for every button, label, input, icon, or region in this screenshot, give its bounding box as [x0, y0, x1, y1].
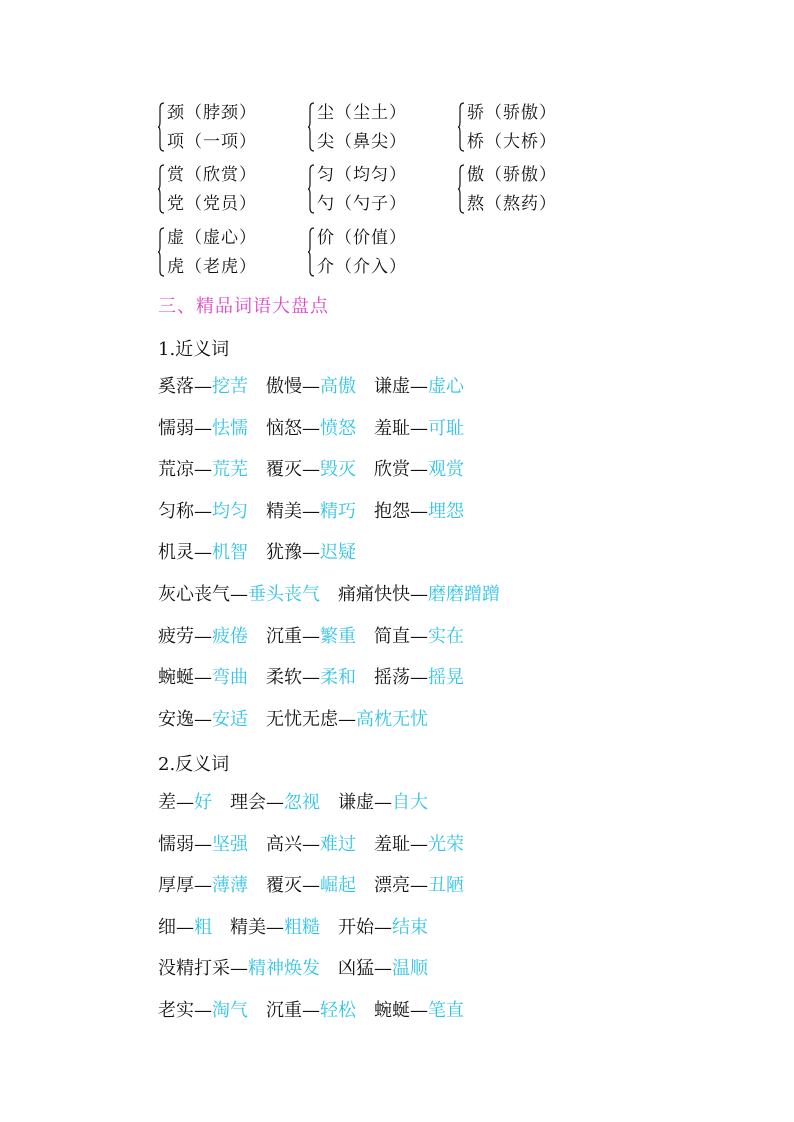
- word: 沉重: [266, 1000, 302, 1021]
- word-row: [158, 708, 446, 732]
- answer-word: 轻松: [320, 1000, 356, 1021]
- word: 羞耻: [374, 417, 410, 439]
- word: 荒凉: [158, 459, 194, 481]
- dash: —: [302, 459, 320, 481]
- word-pair: [266, 625, 356, 649]
- dash: —: [194, 417, 212, 439]
- brace-icon: [158, 102, 164, 152]
- bracket-word: 颈（脖颈）: [167, 103, 257, 123]
- answer-word: 粗: [194, 916, 212, 938]
- word: 痛痛快快: [338, 584, 410, 605]
- word-pair: [338, 791, 428, 815]
- dash: —: [230, 584, 248, 605]
- brace-icon: [458, 102, 464, 152]
- word-pair: [374, 999, 464, 1023]
- answer-word: 高傲: [320, 376, 356, 397]
- bracket-word: 勺（勺子）: [317, 194, 407, 214]
- word: 摇荡: [374, 667, 410, 689]
- answer-word: 高枕无忧: [356, 708, 428, 730]
- word: 抱怨: [374, 500, 410, 522]
- word: 羞耻: [374, 833, 410, 855]
- bracket-row: [158, 162, 608, 218]
- word-pair: [266, 874, 356, 898]
- answer-word: 磨磨蹭蹭: [428, 584, 500, 605]
- word: 理会: [230, 792, 266, 813]
- bracket-word: 尘（尘土）: [317, 103, 407, 123]
- bracket-group: [158, 225, 308, 281]
- word-pair: [158, 791, 212, 815]
- word-pair: [158, 708, 248, 732]
- bracket-word: 介（介入）: [317, 257, 407, 277]
- answer-word: 挖苦: [212, 376, 248, 397]
- word-pair: [158, 666, 248, 690]
- word-pair: [158, 541, 248, 565]
- dash: —: [302, 542, 320, 564]
- word: 凶猛: [338, 958, 374, 980]
- bracket-word: 傲（骄傲）: [467, 165, 557, 185]
- word: 疲劳: [158, 625, 194, 647]
- dash: —: [410, 584, 428, 605]
- answer-word: 光荣: [428, 833, 464, 855]
- word-pair: [374, 375, 464, 399]
- word-pair: [158, 833, 248, 857]
- word-row: [158, 666, 482, 690]
- brace-icon: [158, 227, 164, 277]
- answer-word: 可耻: [428, 417, 464, 439]
- dash: —: [302, 500, 320, 522]
- dash: —: [410, 875, 428, 897]
- bracket-word: 熬（熬药）: [467, 194, 557, 214]
- word-row: [158, 417, 482, 441]
- dash: —: [302, 625, 320, 647]
- word: 差: [158, 792, 176, 813]
- answer-word: 忽视: [284, 792, 320, 813]
- word: 柔软: [266, 667, 302, 689]
- word-row: [158, 458, 482, 482]
- bracket-word: 骄（骄傲）: [467, 103, 557, 123]
- word-pair: [158, 458, 248, 482]
- answer-word: 摇晃: [428, 667, 464, 689]
- bracket-row: [158, 100, 608, 156]
- answer-word: 埋怨: [428, 500, 464, 522]
- word: 欣赏: [374, 459, 410, 481]
- word-pair: [266, 708, 428, 732]
- dash: —: [374, 958, 392, 980]
- answer-word: 崛起: [320, 875, 356, 897]
- word: 恼怒: [266, 417, 302, 439]
- word-pair: [158, 916, 212, 940]
- answer-word: 迟疑: [320, 542, 356, 564]
- dash: —: [410, 667, 428, 689]
- word-row: [158, 583, 518, 607]
- word-row: [158, 500, 482, 524]
- bracket-word: 项（一项）: [167, 132, 257, 152]
- answer-word: 结束: [392, 916, 428, 938]
- answer-word: 柔和: [320, 667, 356, 689]
- dash: —: [194, 376, 212, 397]
- word-pair: [338, 583, 500, 607]
- word-pair: [374, 874, 464, 898]
- dash: —: [302, 1000, 320, 1021]
- answer-word: 弯曲: [212, 667, 248, 689]
- word-pair: [266, 458, 356, 482]
- word-pair: [374, 417, 464, 441]
- word: 无忧无虑: [266, 708, 338, 730]
- word-pair: [374, 625, 464, 649]
- word-pair: [158, 957, 320, 981]
- dash: —: [410, 417, 428, 439]
- word-pair: [158, 874, 248, 898]
- dash: —: [194, 625, 212, 647]
- dash: —: [194, 875, 212, 897]
- bracket-word: 桥（大桥）: [467, 132, 557, 152]
- dash: —: [410, 833, 428, 855]
- answer-word: 垂头丧气: [248, 584, 320, 605]
- word-pair: [158, 375, 248, 399]
- word-pair: [158, 417, 248, 441]
- dash: —: [410, 625, 428, 647]
- word-row: [158, 375, 482, 399]
- answer-word: 笔直: [428, 1000, 464, 1021]
- answer-word: 精神焕发: [248, 958, 320, 980]
- word: 懦弱: [158, 417, 194, 439]
- word-pair: [158, 625, 248, 649]
- word-pair: [374, 666, 464, 690]
- dash: —: [194, 667, 212, 689]
- word-pair: [266, 999, 356, 1023]
- answer-word: 荒芜: [212, 459, 248, 481]
- word-pair: [338, 916, 428, 940]
- word: 懦弱: [158, 833, 194, 855]
- dash: —: [410, 1000, 428, 1021]
- word-pair: [266, 500, 356, 524]
- word: 灰心丧气: [158, 584, 230, 605]
- answer-word: 温顺: [392, 958, 428, 980]
- dash: —: [266, 792, 284, 813]
- bracket-word: 赏（欣赏）: [167, 165, 257, 185]
- word-pair: [266, 375, 356, 399]
- word: 开始: [338, 916, 374, 938]
- dash: —: [302, 667, 320, 689]
- word: 傲慢: [266, 376, 302, 397]
- word: 覆灭: [266, 459, 302, 481]
- section-title: 三、精品词语大盘点: [158, 296, 329, 317]
- answer-word: 毁灭: [320, 459, 356, 481]
- answer-word: 坚强: [212, 833, 248, 855]
- brace-icon: [458, 164, 464, 214]
- answer-word: 观赏: [428, 459, 464, 481]
- word-pair: [158, 999, 248, 1023]
- word: 没精打采: [158, 958, 230, 980]
- word-pair: [230, 791, 320, 815]
- answer-word: 粗糙: [284, 916, 320, 938]
- answer-word: 机智: [212, 542, 248, 564]
- answer-word: 虚心: [428, 376, 464, 397]
- word-pair: [266, 417, 356, 441]
- word-pair: [266, 833, 356, 857]
- dash: —: [194, 542, 212, 564]
- bracket-group: [308, 100, 458, 156]
- answer-word: 自大: [392, 792, 428, 813]
- brace-icon: [308, 227, 314, 277]
- dash: —: [194, 833, 212, 855]
- word-row: [158, 625, 482, 649]
- word: 犹豫: [266, 542, 302, 564]
- word-row: [158, 999, 482, 1023]
- word: 蜿蜒: [158, 667, 194, 689]
- word: 简直: [374, 625, 410, 647]
- word: 厚厚: [158, 875, 194, 897]
- word-pair: [230, 916, 320, 940]
- word-pair: [374, 833, 464, 857]
- dash: —: [266, 916, 284, 938]
- dash: —: [230, 958, 248, 980]
- word-pair: [374, 458, 464, 482]
- word-pair: [266, 541, 356, 565]
- dash: —: [176, 916, 194, 938]
- word: 谦虚: [338, 792, 374, 813]
- answer-word: 丑陋: [428, 875, 464, 897]
- word-pair: [338, 957, 428, 981]
- dash: —: [338, 708, 356, 730]
- bracket-word: 虚（虚心）: [167, 228, 257, 248]
- word-pair: [266, 666, 356, 690]
- answer-word: 安适: [212, 708, 248, 730]
- brace-icon: [308, 102, 314, 152]
- word-row: [158, 833, 482, 857]
- dash: —: [374, 792, 392, 813]
- word: 覆灭: [266, 875, 302, 897]
- dash: —: [302, 875, 320, 897]
- bracket-group: [308, 162, 458, 218]
- answer-word: 实在: [428, 625, 464, 647]
- bracket-word: 尖（鼻尖）: [317, 132, 407, 152]
- answer-word: 均匀: [212, 500, 248, 522]
- word: 机灵: [158, 542, 194, 564]
- answer-word: 精巧: [320, 500, 356, 522]
- dash: —: [302, 833, 320, 855]
- answer-word: 怯懦: [212, 417, 248, 439]
- answer-word: 愤怒: [320, 417, 356, 439]
- word: 精美: [266, 500, 302, 522]
- dash: —: [302, 376, 320, 397]
- bracket-word: 虎（老虎）: [167, 257, 257, 277]
- word: 匀称: [158, 500, 194, 522]
- word-row: [158, 791, 446, 815]
- dash: —: [410, 500, 428, 522]
- bracket-word: 价（价值）: [317, 228, 407, 248]
- word-pair: [158, 500, 248, 524]
- dash: —: [410, 459, 428, 481]
- bracket-group: [458, 162, 608, 218]
- dash: —: [194, 459, 212, 481]
- word: 奚落: [158, 376, 194, 397]
- dash: —: [194, 708, 212, 730]
- bracket-group: [158, 162, 308, 218]
- dash: —: [176, 792, 194, 813]
- word: 高兴: [266, 833, 302, 855]
- word-row: [158, 916, 446, 940]
- dash: —: [410, 376, 428, 397]
- word: 安逸: [158, 708, 194, 730]
- bracket-group: [158, 100, 308, 156]
- word-pair: [158, 583, 320, 607]
- word-row: [158, 541, 374, 565]
- word: 沉重: [266, 625, 302, 647]
- dash: —: [194, 500, 212, 522]
- answer-word: 繁重: [320, 625, 356, 647]
- bracket-word: 党（党员）: [167, 194, 257, 214]
- word: 谦虚: [374, 376, 410, 397]
- antonyms-title: 2.反义词: [158, 754, 230, 775]
- word-pair: [374, 500, 464, 524]
- bracket-row: [158, 225, 458, 281]
- answer-word: 好: [194, 792, 212, 813]
- answer-word: 淘气: [212, 1000, 248, 1021]
- bracket-group: [308, 225, 458, 281]
- dash: —: [302, 417, 320, 439]
- dash: —: [194, 1000, 212, 1021]
- word: 精美: [230, 916, 266, 938]
- brace-icon: [158, 164, 164, 214]
- word: 漂亮: [374, 875, 410, 897]
- brace-icon: [308, 164, 314, 214]
- word: 老实: [158, 1000, 194, 1021]
- word: 蜿蜒: [374, 1000, 410, 1021]
- answer-word: 薄薄: [212, 875, 248, 897]
- bracket-group: [458, 100, 608, 156]
- word: 细: [158, 916, 176, 938]
- synonyms-title: 1.近义词: [158, 339, 230, 360]
- answer-word: 疲倦: [212, 625, 248, 647]
- word-row: [158, 957, 446, 981]
- answer-word: 难过: [320, 833, 356, 855]
- dash: —: [374, 916, 392, 938]
- word-row: [158, 874, 482, 898]
- bracket-word: 匀（均匀）: [317, 165, 407, 185]
